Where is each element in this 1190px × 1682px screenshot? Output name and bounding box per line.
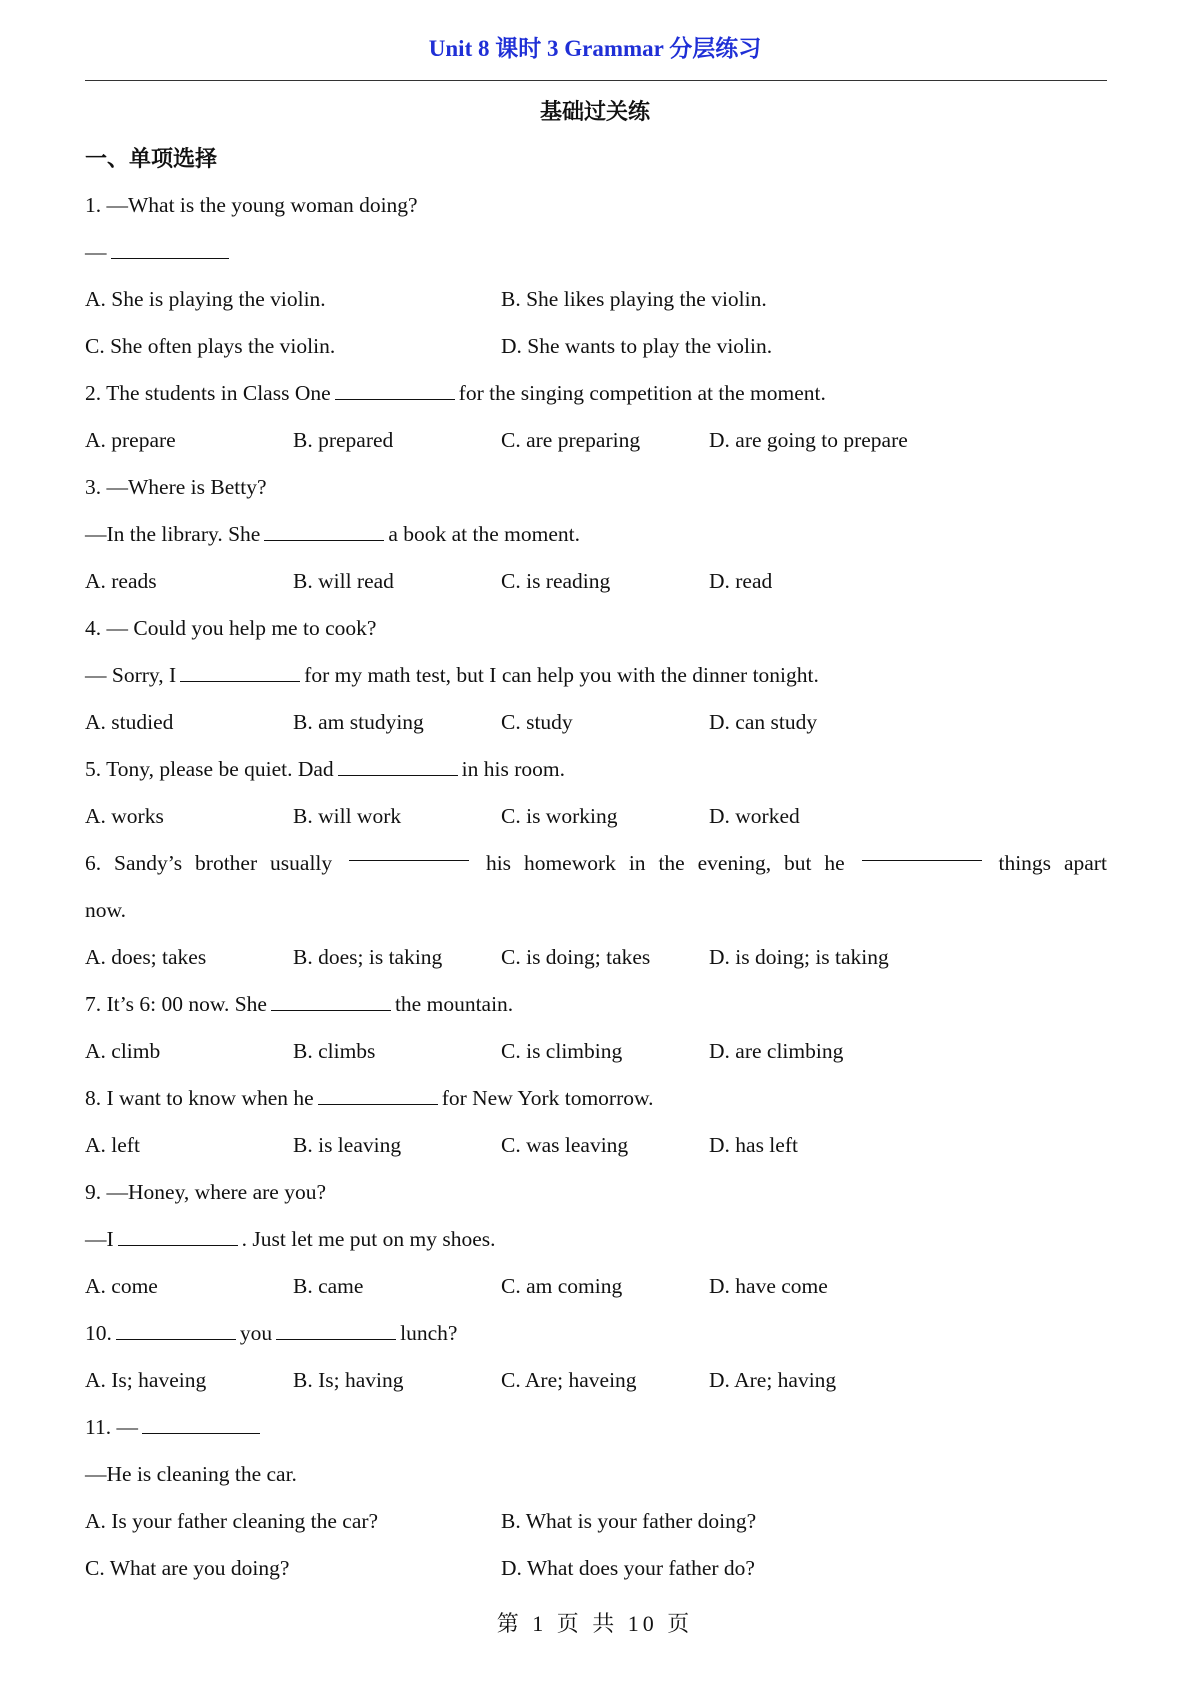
q1-option-c[interactable]: C. She often plays the violin.	[85, 334, 336, 358]
q2-blank	[335, 379, 455, 400]
q7-stem	[85, 981, 1107, 1028]
q6-word: usually	[270, 851, 333, 875]
q9-blank	[118, 1225, 238, 1246]
q1-answer-line	[85, 229, 1107, 276]
q2-option-a[interactable]: A. prepare	[85, 428, 176, 452]
q6-word: evening,	[697, 851, 772, 875]
q10-text-middle: you	[239, 1321, 273, 1345]
q6-option-c[interactable]: C. is doing; takes	[501, 945, 651, 969]
q1-option-d[interactable]: D. She wants to play the violin.	[501, 334, 773, 358]
q9-option-a[interactable]: A. come	[85, 1274, 158, 1298]
q10-text-after: lunch?	[400, 1321, 458, 1345]
q8-option-a[interactable]: A. left	[85, 1133, 140, 1157]
q4-text-before: — Sorry, I	[85, 663, 177, 687]
q4-option-d[interactable]: D. can study	[709, 710, 818, 734]
q9-answer-line	[85, 1216, 1107, 1263]
q9-option-b[interactable]: B. came	[293, 1274, 364, 1298]
q7-options	[85, 1028, 1107, 1075]
q2-options	[85, 417, 1107, 464]
q8-text-before: 8. I want to know when he	[85, 1086, 314, 1110]
q5-blank	[338, 755, 458, 776]
q7-option-d[interactable]: D. are climbing	[709, 1039, 844, 1063]
q6-word: Sandy’s	[114, 851, 183, 875]
q2-option-d[interactable]: D. are going to prepare	[709, 428, 908, 452]
q8-options	[85, 1122, 1107, 1169]
q4-text-after: for my math test, but I can help you with the dinner tonight.	[304, 663, 819, 687]
q4-option-a[interactable]: A. studied	[85, 710, 174, 734]
q4-stem: 4. — Could you help me to cook?	[85, 616, 377, 640]
q9-text-after: . Just let me put on my shoes.	[241, 1227, 496, 1251]
q3-answer-line	[85, 511, 1107, 558]
q11-text-before: 11. —	[85, 1415, 138, 1439]
q8-option-c[interactable]: C. was leaving	[501, 1133, 629, 1157]
q3-blank	[264, 520, 384, 541]
q4-option-b[interactable]: B. am studying	[293, 710, 424, 734]
q7-blank	[271, 990, 391, 1011]
q6-word: 6.	[85, 851, 102, 875]
q6-word: but	[783, 851, 812, 875]
document-title: Unit 8 课时 3 Grammar 分层练习	[428, 36, 762, 61]
q10-option-b[interactable]: B. Is; having	[293, 1368, 404, 1392]
q10-option-a[interactable]: A. Is; haveing	[85, 1368, 207, 1392]
q11-option-c[interactable]: C. What are you doing?	[85, 1556, 290, 1580]
q4-answer-line	[85, 652, 1107, 699]
q6-word: he	[824, 851, 845, 875]
q11-options-row-1	[85, 1498, 1107, 1545]
q5-option-d[interactable]: D. worked	[709, 804, 800, 828]
q3-option-b[interactable]: B. will read	[293, 569, 394, 593]
q6-word: homework	[523, 851, 616, 875]
header-divider	[85, 80, 1107, 81]
q6-option-b[interactable]: B. does; is taking	[293, 945, 443, 969]
q5-option-a[interactable]: A. works	[85, 804, 164, 828]
q6-stem	[85, 840, 1107, 887]
q5-text-after: in his room.	[461, 757, 565, 781]
q11-options-row-2	[85, 1545, 1107, 1592]
q5-option-c[interactable]: C. is working	[501, 804, 618, 828]
q9-options	[85, 1263, 1107, 1310]
q1-blank	[111, 238, 229, 259]
q6-word: brother	[195, 851, 258, 875]
q3-option-c[interactable]: C. is reading	[501, 569, 611, 593]
q9-text-before: —I	[85, 1227, 114, 1251]
q7-option-b[interactable]: B. climbs	[293, 1039, 376, 1063]
part-heading: 一、单项选择	[85, 146, 218, 171]
question-list	[85, 182, 1107, 1592]
q6-options	[85, 934, 1107, 981]
q3-stem: 3. —Where is Betty?	[85, 475, 267, 499]
q8-option-b[interactable]: B. is leaving	[293, 1133, 402, 1157]
q11-option-d[interactable]: D. What does your father do?	[501, 1556, 755, 1580]
q6-option-a[interactable]: A. does; takes	[85, 945, 207, 969]
q4-options	[85, 699, 1107, 746]
q1-options-row-2	[85, 323, 1107, 370]
q5-stem	[85, 746, 1107, 793]
q2-option-c[interactable]: C. are preparing	[501, 428, 641, 452]
q4-option-c[interactable]: C. study	[501, 710, 573, 734]
q10-options	[85, 1357, 1107, 1404]
q6-word: the	[658, 851, 685, 875]
q11-blank	[142, 1413, 260, 1434]
q10-blank-1	[116, 1319, 236, 1340]
q1-option-a[interactable]: A. She is playing the violin.	[85, 287, 326, 311]
q1-stem: 1. —What is the young woman doing?	[85, 193, 418, 217]
q6-blank-1	[349, 840, 469, 861]
q7-option-a[interactable]: A. climb	[85, 1039, 161, 1063]
q1-option-b[interactable]: B. She likes playing the violin.	[501, 287, 767, 311]
q4-blank	[180, 661, 300, 682]
q9-option-d[interactable]: D. have come	[709, 1274, 828, 1298]
q3-options	[85, 558, 1107, 605]
q8-option-d[interactable]: D. has left	[709, 1133, 798, 1157]
q10-stem	[85, 1310, 1107, 1357]
q3-text-before: —In the library. She	[85, 522, 261, 546]
q5-text-before: 5. Tony, please be quiet. Dad	[85, 757, 334, 781]
q6-word: things	[998, 851, 1052, 875]
q10-option-d[interactable]: D. Are; having	[709, 1368, 837, 1392]
q6-option-d[interactable]: D. is doing; is taking	[709, 945, 889, 969]
q9-stem: 9. —Honey, where are you?	[85, 1180, 326, 1204]
q2-text-after: for the singing competition at the moment.	[458, 381, 826, 405]
page-number: 第 1 页 共 10 页	[496, 1611, 694, 1636]
q6-word: his	[485, 851, 512, 875]
q10-text-before: 10.	[85, 1321, 112, 1345]
q2-option-b[interactable]: B. prepared	[293, 428, 394, 452]
q5-option-b[interactable]: B. will work	[293, 804, 402, 828]
q7-text-before: 7. It’s 6: 00 now. She	[85, 992, 267, 1016]
q5-options	[85, 793, 1107, 840]
q2-stem	[85, 370, 1107, 417]
q8-text-after: for New York tomorrow.	[441, 1086, 654, 1110]
q6-word: in	[628, 851, 646, 875]
q7-text-after: the mountain.	[394, 992, 514, 1016]
q6-continuation: now.	[85, 898, 127, 922]
q11-answer-line: —He is cleaning the car.	[85, 1462, 297, 1486]
q11-option-b[interactable]: B. What is your father doing?	[501, 1509, 757, 1533]
q8-stem	[85, 1075, 1107, 1122]
q3-text-after: a book at the moment.	[388, 522, 581, 546]
q8-blank	[318, 1084, 438, 1105]
q2-text-before: 2. The students in Class One	[85, 381, 331, 405]
q3-option-a[interactable]: A. reads	[85, 569, 157, 593]
q6-blank-2	[862, 840, 982, 861]
q3-option-d[interactable]: D. read	[709, 569, 773, 593]
q11-option-a[interactable]: A. Is your father cleaning the car?	[85, 1509, 379, 1533]
q6-word: apart	[1063, 851, 1107, 875]
q1-options-row-1	[85, 276, 1107, 323]
q7-option-c[interactable]: C. is climbing	[501, 1039, 623, 1063]
section-title: 基础过关练	[539, 99, 650, 124]
q10-option-c[interactable]: C. Are; haveing	[501, 1368, 637, 1392]
q11-stem	[85, 1404, 1107, 1451]
q10-blank-2	[276, 1319, 396, 1340]
q1-answer-prefix: —	[85, 240, 107, 264]
q9-option-c[interactable]: C. am coming	[501, 1274, 623, 1298]
